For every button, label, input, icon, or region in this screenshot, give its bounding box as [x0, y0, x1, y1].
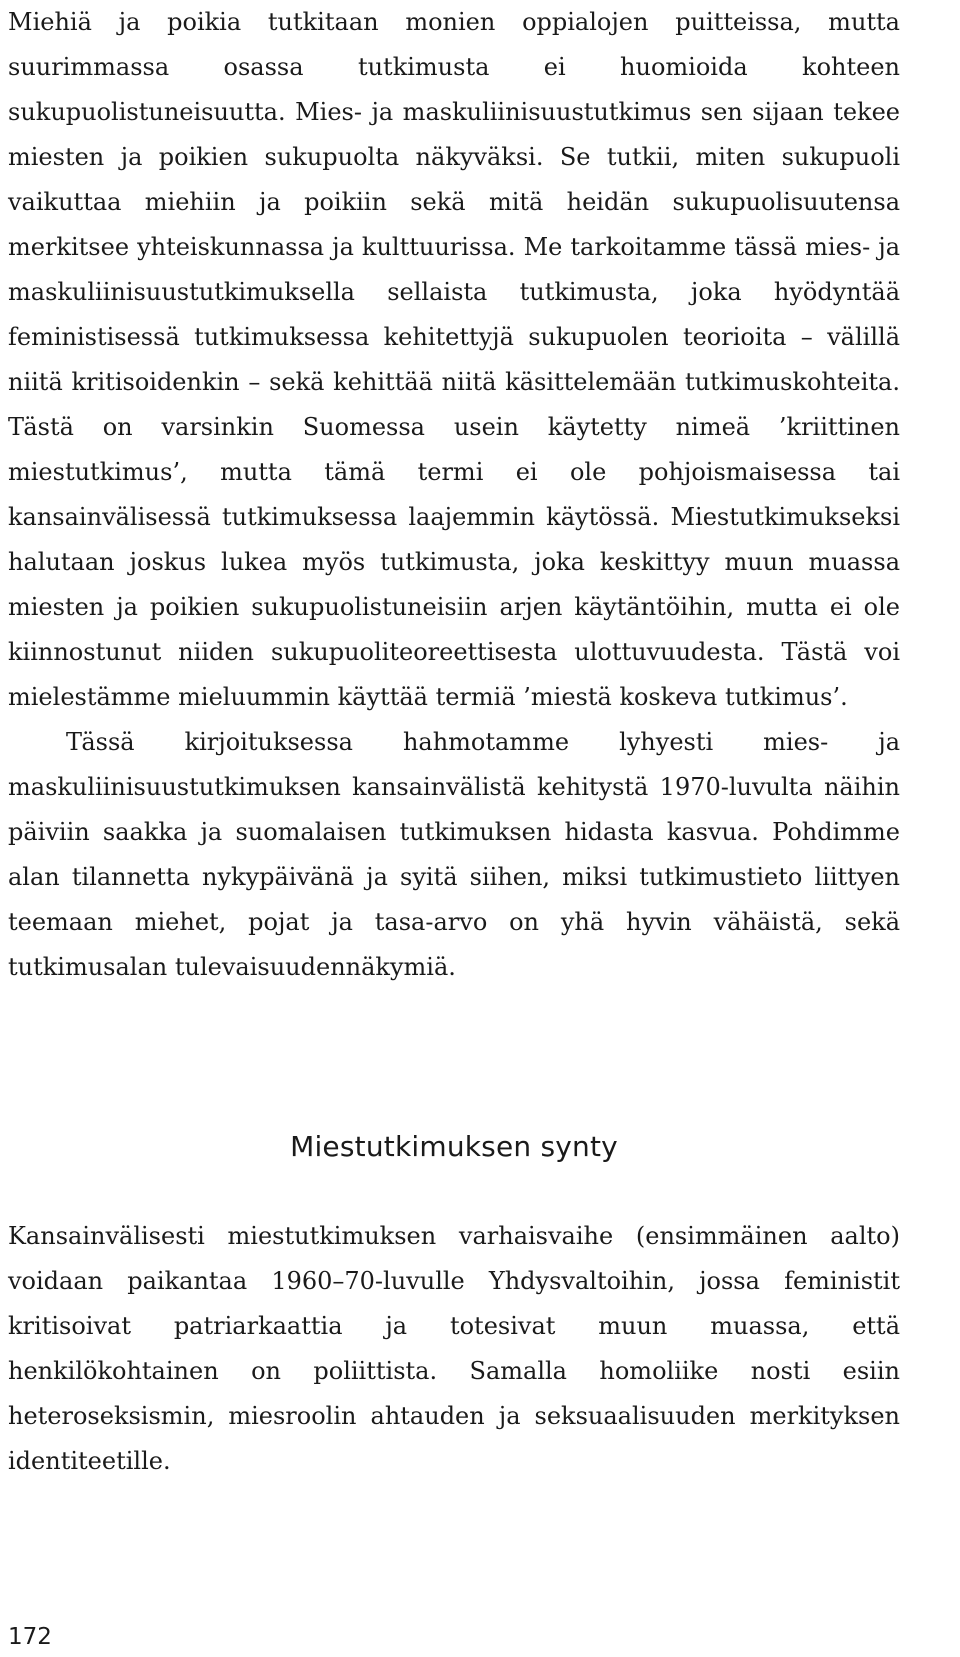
body-paragraph-1: Miehiä ja poikia tutkitaan monien oppialojen puitteissa, mutta suurimmassa osassa tutkimusta ei huomioida kohteen sukupuolistuneisuutta. Mies- ja maskuliinisuustutkimus sen sijaan tekee miesten ja poikien sukupuolta näkyväksi. Se tutkii, miten sukupuoli vaikuttaa miehiin ja poikiin sekä mitä heidän sukupuolisuutensa merkitsee yhteiskunnassa ja kulttuurissa. Me tarkoitamme tässä mies- ja maskuliinisuustutkimuksella sellaista tutkimusta, joka hyödyntää feministisessä tutkimuksessa kehitettyjä sukupuolen teorioita – välillä niitä kritisoidenkin – sekä kehittää niitä käsittelemään tutkimuskohteita. Tästä on varsinkin Suomessa usein käytetty nimeä ’kriittinen miestutkimus’, mutta tämä termi ei ole pohjoismaisessa tai kansainvälisessä tutkimuksessa laajemmin käytössä. Miestutkimukseksi halutaan joskus lukea myös tutkimusta, joka keskittyy muun muassa miesten ja poikien sukupuolistuneisiin arjen käytäntöihin, mutta ei ole kiinnostunut niiden sukupuoliteoreettisesta ulottuvuudesta. Tästä voi mielestämme mieluummin käyttää termiä ’miestä koskeva tutkimus’. — [8, 8, 900, 711]
page-number: 172 — [8, 1624, 52, 1650]
section-paragraph-1: Kansainvälisesti miestutkimuksen varhaisvaihe (ensimmäinen aalto) voidaan paikantaa 1960–70-luvulle Yhdysvaltoihin, jossa feministit kritisoivat patriarkaattia ja totesivat muun muassa, että henkilökohtainen on poliittista. Samalla homoliike nosti esiin heteroseksismin, miesroolin ahtauden ja seksuaalisuuden merkityksen identiteetille. — [8, 1222, 900, 1475]
body-paragraph-2: Tässä kirjoituksessa hahmotamme lyhyesti mies- ja maskuliinisuustutkimuksen kansainvälistä kehitystä 1970-luvulta näihin päiviin saakka ja suomalaisen tutkimuksen hidasta kasvua. Pohdimme alan tilannetta nykypäivänä ja syitä siihen, miksi tutkimustieto liittyen teemaan miehet, pojat ja tasa-arvo on yhä hyvin vähäistä, sekä tutkimusalan tulevaisuudennäkymiä. — [8, 728, 900, 981]
page-body — [8, 0, 900, 1475]
section-heading: Miestutkimuksen synty — [290, 1130, 618, 1163]
